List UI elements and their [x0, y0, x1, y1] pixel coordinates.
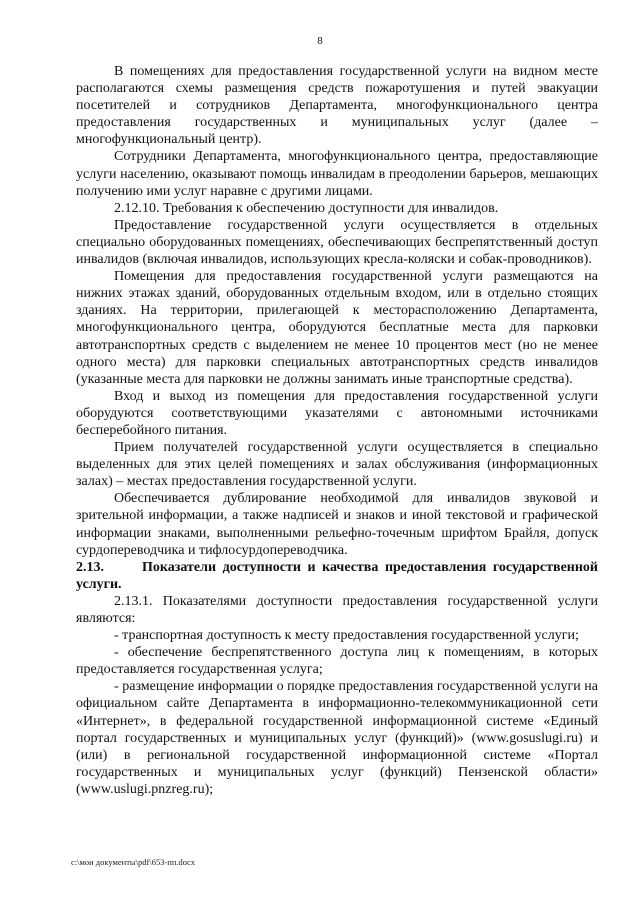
- list-item-access: - обеспечение беспрепятственного доступа лиц к помещениям, в которых предоставляется государственная услуга;: [76, 645, 598, 678]
- paragraph-braille: Обеспечивается дублирование необходимой для инвалидов звуковой и зрительной информации, а также надписей и знаков и иной текстовой и графической информации знаками, выполненными рельефно-точечным шрифтом Брайля, допуск сурдопереводчика и тифлосурдопереводчика.: [76, 491, 598, 558]
- document-body: [76, 63, 598, 798]
- footer-file-path: c:\мои документы\pdf\653-пп.docx: [71, 857, 196, 867]
- list-item-transport: - транспортная доступность к месту предоставления государственной услуги;: [114, 628, 579, 644]
- page-number: 8: [317, 35, 323, 47]
- section-number: 2.13.: [76, 559, 104, 575]
- paragraph-entrance-signs: Вход и выход из помещения для предоставления государственной услуги оборудуются соответствующими указателями с автономными источниками бесперебойного питания.: [76, 388, 598, 438]
- paragraph-evacuation-schemes: В помещениях для предоставления государственной услуги на видном месте располагаются схемы размещения средств пожаротушения и путей эвакуации посетителей и сотрудников Департамента, многофункционального центра предоставления государственных и муниципальных услуг (далее – многофункциональный центр).: [76, 64, 598, 148]
- paragraph-reception-halls: Прием получателей государственной услуги осуществляется в специально выделенных для этих целей помещениях и залах обслуживания (информационных залах) – местах предоставления государственной услуги.: [76, 440, 598, 490]
- paragraph-section-2-13-1: 2.13.1. Показателями доступности предоставления государственной услуги являются:: [76, 593, 598, 626]
- section-heading-2-13: [76, 559, 598, 593]
- paragraph-section-2-12-10: 2.12.10. Требования к обеспечению доступности для инвалидов.: [114, 200, 499, 216]
- paragraph-staff-assistance: Сотрудники Департамента, многофункционального центра, предоставляющие услуги населению, оказывают помощь инвалидам в преодолении барьеров, мешающих получению ими услуг наравне с другими лицами.: [76, 149, 598, 199]
- paragraph-special-premises: Предоставление государственной услуги осуществляется в отдельных специально оборудованных помещениях, обеспечивающих беспрепятственный доступ инвалидов (включая инвалидов, использующих кресла-коляски и собак-проводников).: [76, 217, 598, 268]
- section-title: Показатели доступности и качества предоставления государственной услуги.: [76, 559, 598, 592]
- list-item-information: - размещение информации о порядке предоставления государственной услуги на официальном сайте Департамента в информационно-телекоммуникационной сети «Интернет», в федеральной государственной информационной системе «Единый портал государственных и муниципальных услуг (функций)» (www.gosuslugi.ru) и (или) в региональной государственной информационной системе «Портал государственных и муниципальных услуг (функций) Пензенской области» (www.uslugi.pnzreg.ru);: [76, 679, 598, 797]
- paragraph-parking: Помещения для предоставления государственной услуги размещаются на нижних этажах зданий, оборудованных отдельным входом, или в отдельно стоящих зданиях. На территории, прилегающей к месторасположению Департамента, многофункционального центра, оборудуются бесплатные места для парковки автотранспортных средств с выделением не менее 10 процентов мест (но не менее одного места) для парковки специальных автотранспортных средств инвалидов (указанные места для парковки не должны занимать иные транспортные средства).: [76, 269, 598, 387]
